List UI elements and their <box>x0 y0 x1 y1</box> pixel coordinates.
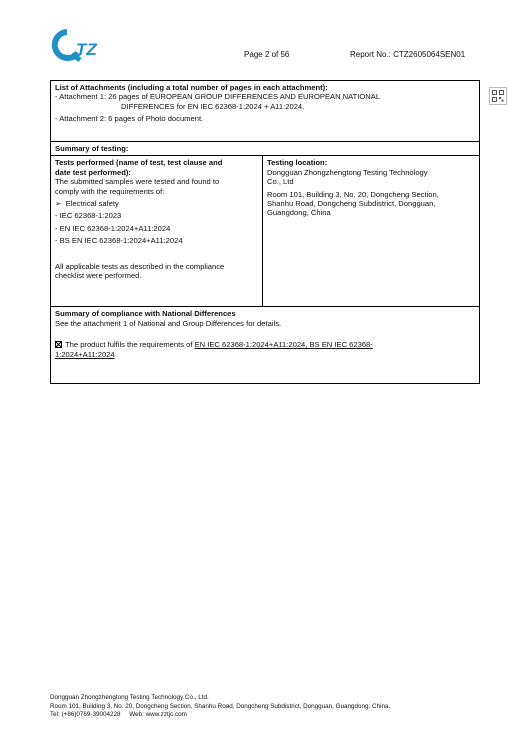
checked-checkbox <box>55 341 62 348</box>
submitted-line2: comply with the requirements of: <box>55 186 165 196</box>
footer <box>50 694 390 720</box>
compliance-cell <box>51 307 480 384</box>
standard-3: - BS EN IEC 62368-1:2024+A11:2024 <box>55 236 183 246</box>
summary-heading: Summary of testing: <box>51 142 480 156</box>
attachments-heading: List of Attachments (including a total number of pages in each attachment): <box>55 83 328 92</box>
location-name-line2: Co., Ltd <box>267 177 294 187</box>
attachment-1-line2: DIFFERENCES for EN IEC 62368-1:2024 + A11:2024. <box>121 101 305 111</box>
qr-code-icon[interactable] <box>489 87 507 105</box>
fulfils-standard-line2: 1:2024+A11:2024 <box>55 349 115 359</box>
tests-heading-line2: date test performed): <box>55 167 131 177</box>
bullet-item <box>55 199 258 208</box>
address-line2: Shanhu Road, Dongcheng Subdistrict, Dongguan, <box>267 199 436 209</box>
bullet-text: Electrical safety <box>65 199 119 209</box>
compliance-heading: Summary of compliance with National Differences <box>55 309 236 319</box>
standard-2: - EN IEC 62368-1:2024+A11:2024 <box>55 223 171 233</box>
tests-performed-cell <box>51 156 263 307</box>
footer-contact: Tel: (+86)0769-39004228 Web: www.zztjc.com <box>50 711 187 719</box>
testing-location-cell <box>263 156 480 307</box>
address-line1: Room 101, Building 3, No. 20, Dongcheng Section, <box>267 189 439 199</box>
tests-heading-line1: Tests performed (name of test, test clause and <box>55 158 223 168</box>
svg-text:TZ: TZ <box>76 40 97 59</box>
address-line3: Guangdong, China <box>267 208 331 218</box>
page-number: Page 2 of 56 <box>244 50 290 59</box>
attachment-2: - Attachment 2: 6 pages of Photo document. <box>55 114 204 124</box>
location-name-line1: Dongguan Zhongzhengtong Testing Technology <box>267 167 428 177</box>
footer-company: Dongguan Zhongzhengtong Testing Technology Co., Ltd. <box>50 694 209 701</box>
fulfils-standard-line1: EN IEC 62368-1:2024+A11:2024, BS EN IEC 62368- <box>194 340 373 350</box>
attachments-cell <box>51 81 480 142</box>
arrow-bullet-icon: ➢ <box>55 199 62 209</box>
footer-address: Room 101, Building 3, No. 20, Dongcheng Section, Shanhu Road, Dongcheng Subdistrict, Dongguan, Guangdong, China. <box>50 702 391 710</box>
location-heading: Testing location: <box>267 158 328 168</box>
report-number: Report No.: CTZ2605064SEN01 <box>350 50 466 59</box>
submitted-line1: The submitted samples were tested and found to <box>55 177 220 187</box>
compliance-text: See the attachment 1 of National and Group Differences for details. <box>55 318 282 328</box>
applicable-line1: All applicable tests as described in the compliance <box>55 261 225 271</box>
report-table <box>50 80 480 384</box>
fulfils-statement <box>55 340 475 349</box>
attachment-1-line1: - Attachment 1: 26 pages of EUROPEAN GROUP DIFFERENCES AND EUROPEAN NATIONAL <box>55 92 381 102</box>
applicable-line2: checklist were performed. <box>55 271 142 281</box>
standard-1: - IEC 62368-1:2023 <box>55 211 122 221</box>
fulfils-prefix: The product fulfils the requirements of <box>65 340 195 350</box>
ctz-logo <box>50 28 106 62</box>
